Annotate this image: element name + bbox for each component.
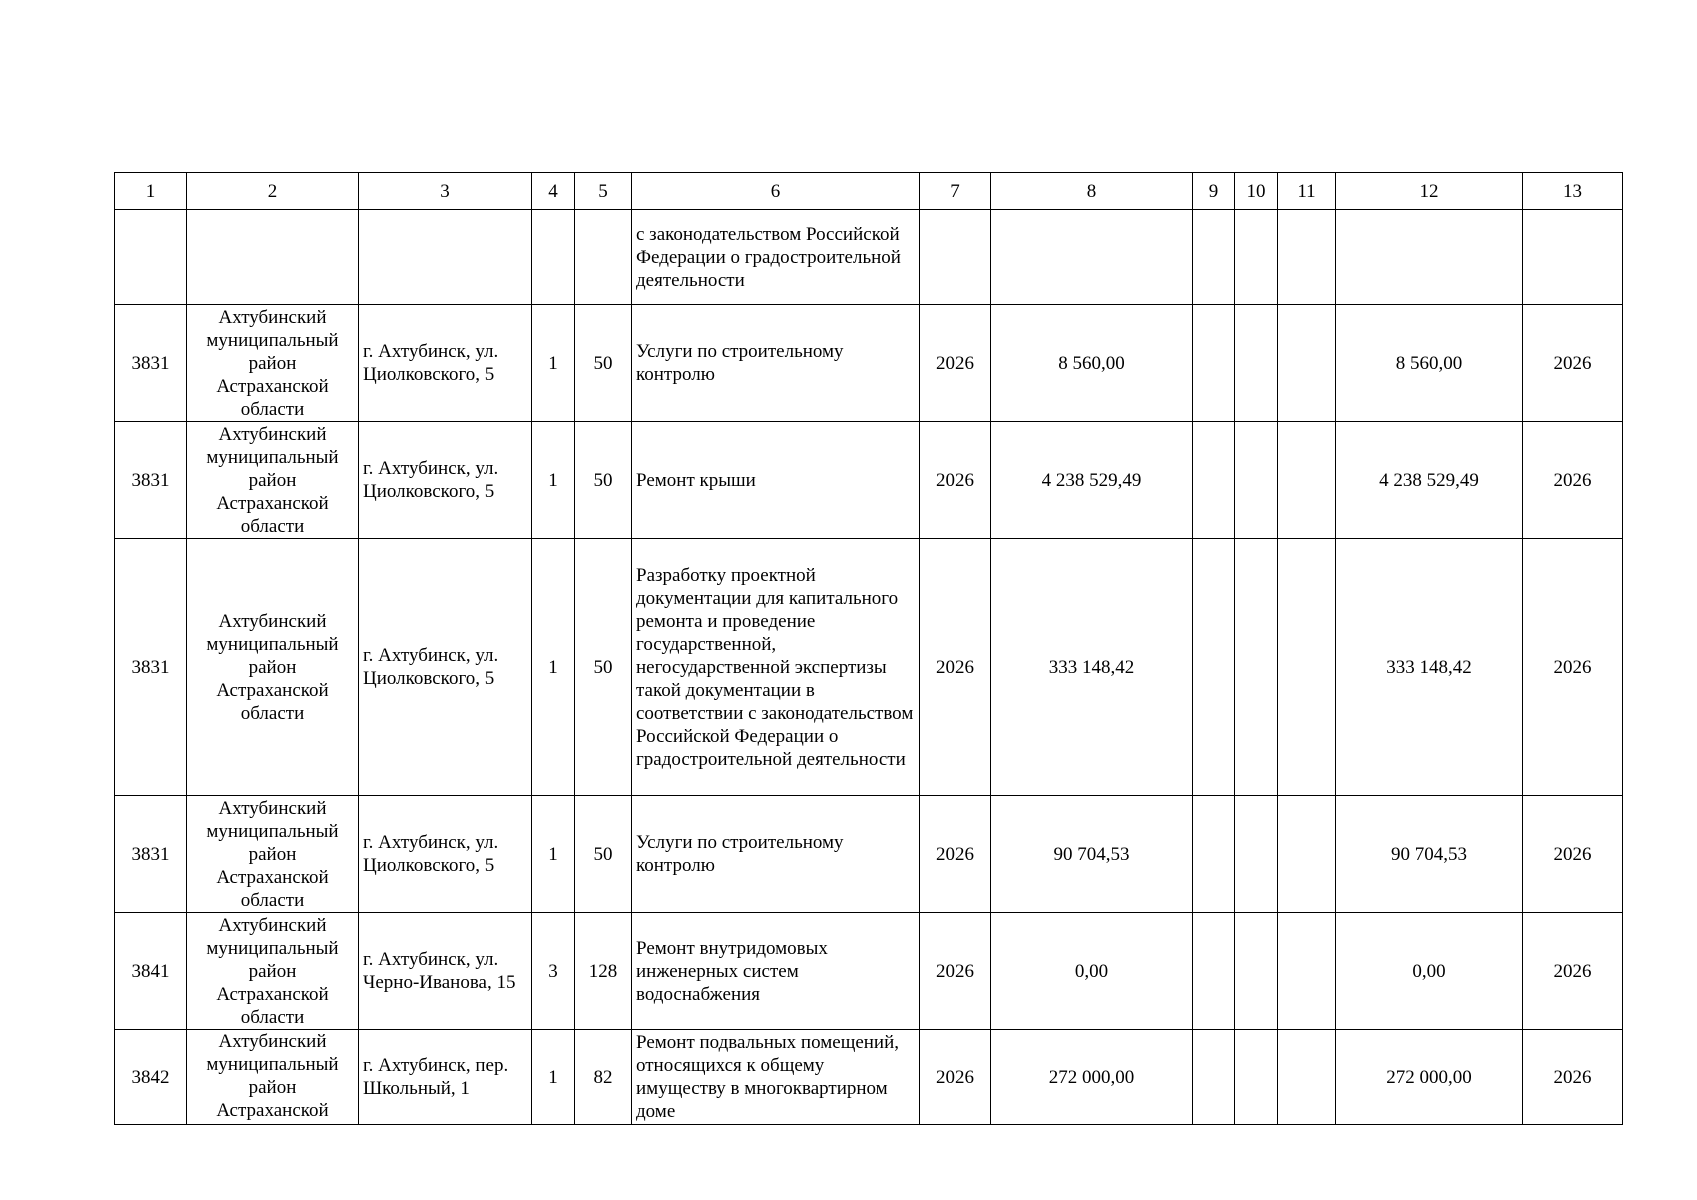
column-header: 4: [532, 173, 575, 210]
empty-cell: [1278, 539, 1336, 796]
year-end-cell: 2026: [1523, 305, 1623, 422]
year-cell: 2026: [920, 539, 991, 796]
number-cell: 3841: [115, 913, 187, 1030]
value-cell: 50: [575, 796, 632, 913]
empty-cell: [1193, 1030, 1235, 1125]
total-cell: 4 238 529,49: [1336, 422, 1523, 539]
year-end-cell: 2026: [1523, 422, 1623, 539]
column-header: 9: [1193, 173, 1235, 210]
empty-cell: [1235, 913, 1278, 1030]
total-cell: 90 704,53: [1336, 796, 1523, 913]
cost-cell: 333 148,42: [991, 539, 1193, 796]
address-cell: г. Ахтубинск, ул. Циолковского, 5: [359, 796, 532, 913]
work-cell: Услуги по строительному контролю: [632, 796, 920, 913]
empty-cell: [1278, 913, 1336, 1030]
column-header: 13: [1523, 173, 1623, 210]
table-body: [115, 305, 1623, 1125]
value-cell: 128: [575, 913, 632, 1030]
table-row: [115, 913, 1623, 1030]
column-header: 2: [187, 173, 359, 210]
value-cell: 82: [575, 1030, 632, 1125]
municipality-cell: Ахтубинский муниципальный район Астраханской области: [187, 539, 359, 796]
year-end-cell: 2026: [1523, 796, 1623, 913]
column-header: 12: [1336, 173, 1523, 210]
number-cell: 3831: [115, 305, 187, 422]
count-cell: 1: [532, 305, 575, 422]
total-cell: 272 000,00: [1336, 1030, 1523, 1125]
address-cell: г. Ахтубинск, ул. Циолковского, 5: [359, 539, 532, 796]
cost-cell: 90 704,53: [991, 796, 1193, 913]
empty-cell: [1193, 422, 1235, 539]
table-row: [115, 422, 1623, 539]
work-cell: Разработку проектной документации для капитального ремонта и проведение государственной, негосударственной экспертизы такой документации в соответствии с законодательством Российской Федерации о градостроительной деятельности: [632, 539, 920, 796]
empty-cell: [1193, 305, 1235, 422]
empty-cell: [1193, 539, 1235, 796]
number-cell: 3831: [115, 796, 187, 913]
table-row: [115, 796, 1623, 913]
work-cell: Ремонт внутридомовых инженерных систем водоснабжения: [632, 913, 920, 1030]
empty-cell: [1278, 796, 1336, 913]
municipality-cell: Ахтубинский муниципальный район Астраханской области: [187, 305, 359, 422]
year-cell: 2026: [920, 422, 991, 539]
number-cell: 3842: [115, 1030, 187, 1125]
year-cell: 2026: [920, 305, 991, 422]
column-header: 7: [920, 173, 991, 210]
empty-cell: [1235, 305, 1278, 422]
value-cell: 50: [575, 422, 632, 539]
work-cell: с законодательством Российской Федерации о градостроительной деятельности: [632, 210, 920, 305]
year-cell: 2026: [920, 913, 991, 1030]
count-cell: 1: [532, 1030, 575, 1125]
column-header: 3: [359, 173, 532, 210]
empty-cell: [1278, 422, 1336, 539]
address-cell: г. Ахтубинск, ул. Циолковского, 5: [359, 305, 532, 422]
empty-cell: [1235, 422, 1278, 539]
value-cell: 50: [575, 305, 632, 422]
count-cell: 3: [532, 913, 575, 1030]
empty-cell: [1235, 539, 1278, 796]
empty-cell: [1235, 1030, 1278, 1125]
municipality-cell: Ахтубинский муниципальный район Астраханской: [187, 1030, 359, 1125]
empty-cell: [1278, 305, 1336, 422]
municipality-cell: Ахтубинский муниципальный район Астраханской области: [187, 796, 359, 913]
total-cell: 333 148,42: [1336, 539, 1523, 796]
work-cell: Ремонт подвальных помещений, относящихся к общему имуществу в многоквартирном доме: [632, 1030, 920, 1125]
year-end-cell: 2026: [1523, 1030, 1623, 1125]
count-cell: 1: [532, 796, 575, 913]
empty-cell: [1235, 796, 1278, 913]
total-cell: 0,00: [1336, 913, 1523, 1030]
empty-cell: [1278, 1030, 1336, 1125]
value-cell: 50: [575, 539, 632, 796]
table-row-continuation: [115, 210, 1623, 305]
cost-cell: 4 238 529,49: [991, 422, 1193, 539]
column-header: 1: [115, 173, 187, 210]
cost-cell: 8 560,00: [991, 305, 1193, 422]
municipality-cell: Ахтубинский муниципальный район Астраханской области: [187, 913, 359, 1030]
count-cell: 1: [532, 539, 575, 796]
cost-cell: 0,00: [991, 913, 1193, 1030]
column-header: 10: [1235, 173, 1278, 210]
table-row: [115, 539, 1623, 796]
empty-cell: [1193, 913, 1235, 1030]
column-header: 11: [1278, 173, 1336, 210]
year-end-cell: 2026: [1523, 913, 1623, 1030]
municipality-cell: Ахтубинский муниципальный район Астраханской области: [187, 422, 359, 539]
empty-cell: [1193, 796, 1235, 913]
data-table: [114, 172, 1623, 1125]
header-row: [115, 173, 1623, 210]
work-cell: Услуги по строительному контролю: [632, 305, 920, 422]
count-cell: 1: [532, 422, 575, 539]
address-cell: г. Ахтубинск, ул. Черно-Иванова, 15: [359, 913, 532, 1030]
number-cell: 3831: [115, 539, 187, 796]
column-header: 5: [575, 173, 632, 210]
address-cell: г. Ахтубинск, пер. Школьный, 1: [359, 1030, 532, 1125]
column-header: 8: [991, 173, 1193, 210]
year-cell: 2026: [920, 1030, 991, 1125]
cost-cell: 272 000,00: [991, 1030, 1193, 1125]
year-cell: 2026: [920, 796, 991, 913]
table-row: [115, 305, 1623, 422]
total-cell: 8 560,00: [1336, 305, 1523, 422]
work-cell: Ремонт крыши: [632, 422, 920, 539]
year-end-cell: 2026: [1523, 539, 1623, 796]
column-header: 6: [632, 173, 920, 210]
address-cell: г. Ахтубинск, ул. Циолковского, 5: [359, 422, 532, 539]
number-cell: 3831: [115, 422, 187, 539]
table-row: [115, 1030, 1623, 1125]
